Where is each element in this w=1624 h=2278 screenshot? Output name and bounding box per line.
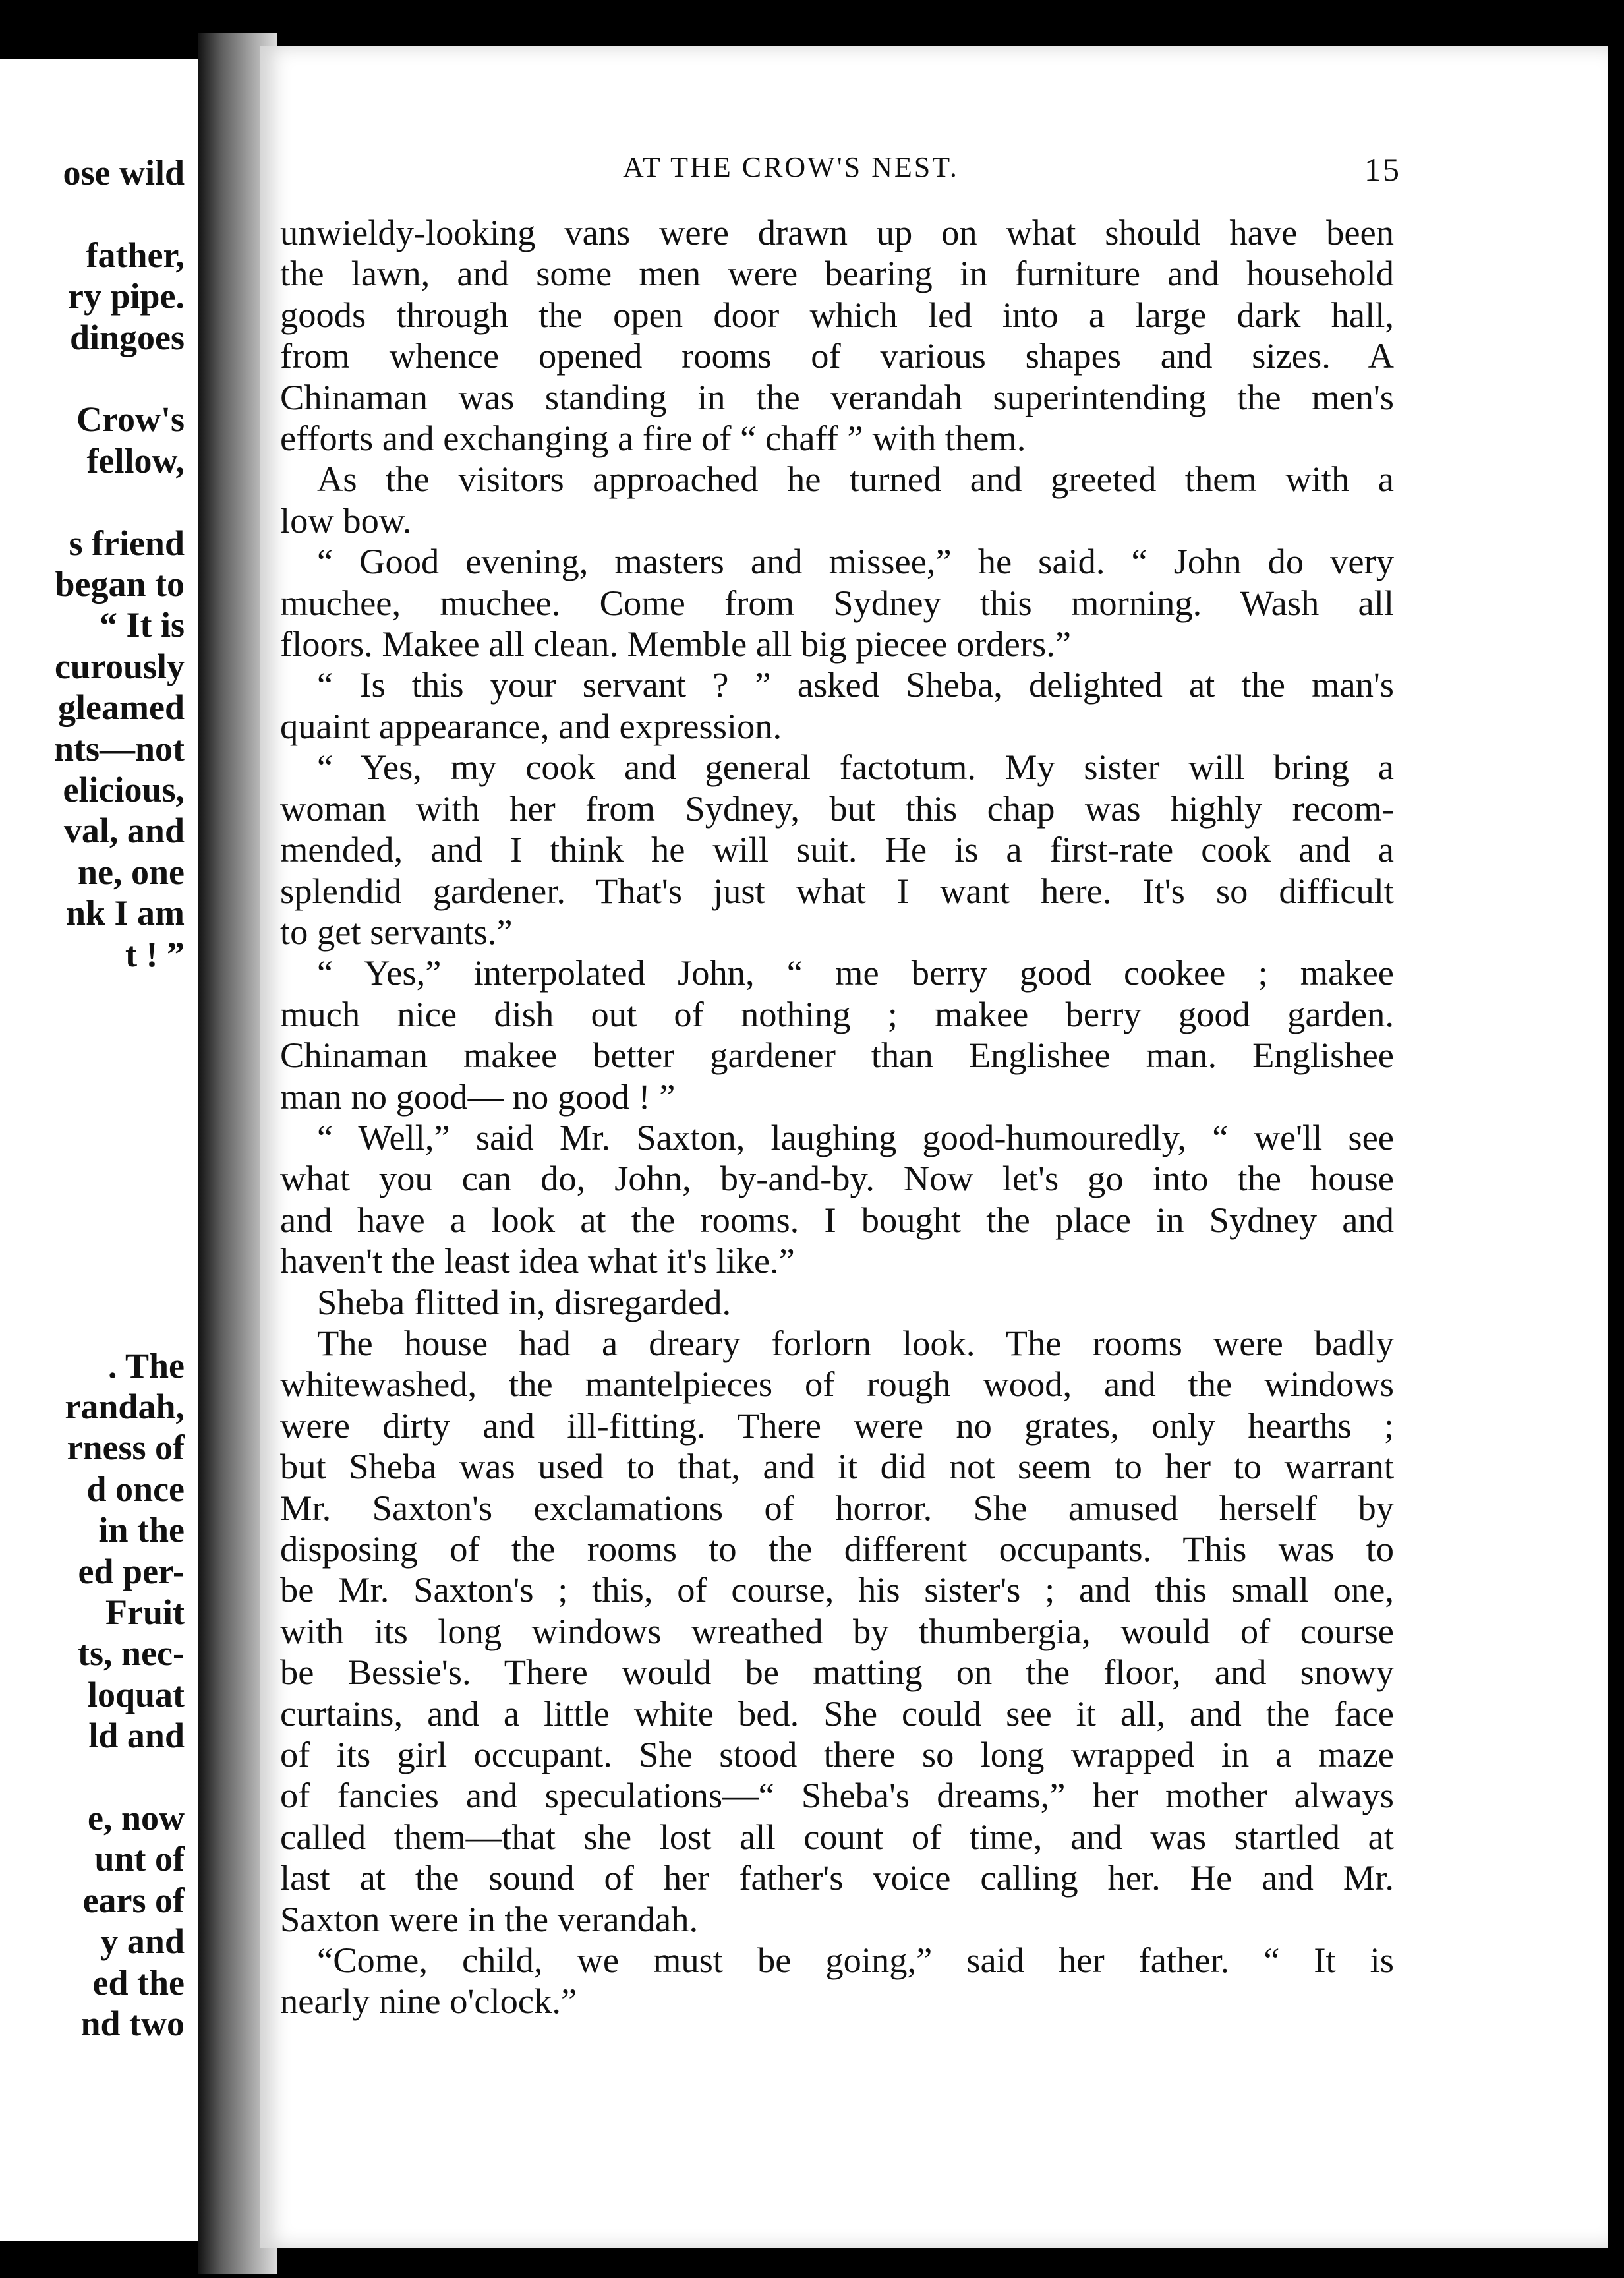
- facing-page-line: ne, one: [78, 852, 185, 892]
- text-line: Saxton were in the verandah.: [280, 1898, 699, 1939]
- text-line: efforts and exchanging a fire of “ chaff ” with them.: [280, 418, 1026, 459]
- facing-page-line: elicious,: [63, 770, 185, 809]
- text-line: called them—that she lost all count of time, and was startled at: [280, 1816, 1394, 1857]
- facing-page-line: ose wild: [63, 153, 185, 192]
- facing-page-line: nd two: [80, 2004, 185, 2043]
- facing-page-line: ld and: [88, 1716, 185, 1756]
- text-line: muchee, muchee. Come from Sydney this morning. Wash all: [280, 582, 1394, 623]
- facing-page-line: nts—not: [53, 728, 185, 769]
- text-line: be Mr. Saxton's ; this, of course, his sister's ; and this small one,: [280, 1569, 1394, 1610]
- facing-page-line: Fruit: [105, 1592, 185, 1632]
- text-line: curtains, and a little white bed. She could see it all, and the face: [280, 1693, 1394, 1734]
- text-line: “ Yes,” interpolated John, “ me berry good cookee ; makee: [317, 952, 1394, 993]
- facing-page-line: nk I am: [65, 893, 185, 933]
- facing-page-line: randah,: [65, 1387, 185, 1426]
- facing-page-line: began to: [55, 564, 185, 604]
- facing-page-line: in the: [98, 1510, 185, 1550]
- text-line: haven't the least idea what it's like.”: [280, 1241, 795, 1281]
- text-line: nearly nine o'clock.”: [280, 1981, 577, 2022]
- facing-page-line: ears of: [82, 1880, 185, 1920]
- text-line: from whence opened rooms of various shapes and sizes. A: [280, 336, 1394, 376]
- text-line: mended, and I think he will suit. He is a first-rate cook and a: [280, 829, 1394, 870]
- facing-page-line: father,: [86, 235, 185, 275]
- facing-page-line: ed per-: [78, 1551, 185, 1591]
- facing-page-line: ed the: [92, 1962, 185, 2002]
- text-line: the lawn, and some men were bearing in furniture and household: [280, 253, 1394, 294]
- facing-page-line: curously: [54, 646, 185, 686]
- text-line: goods through the open door which led into a large dark hall,: [280, 294, 1394, 335]
- text-line: but Sheba was used to that, and it did not seem to her to warrant: [280, 1446, 1394, 1487]
- text-line: of its girl occupant. She stood there so long wrapped in a maze: [280, 1734, 1394, 1775]
- text-line: “ Well,” said Mr. Saxton, laughing good-humouredly, “ we'll see: [317, 1117, 1394, 1157]
- facing-page-line: “ It is: [99, 605, 185, 645]
- text-line: whitewashed, the mantelpieces of rough wood, and the windows: [280, 1364, 1394, 1405]
- text-line: woman with her from Sydney, but this chap was highly recom-: [280, 788, 1394, 829]
- text-line: Sheba flitted in, disregarded.: [317, 1281, 732, 1322]
- text-line: The house had a dreary forlorn look. The rooms were badly: [317, 1322, 1394, 1363]
- text-line: “Come, child, we must be going,” said her father. “ It is: [317, 1940, 1394, 1981]
- text-line: “ Yes, my cook and general factotum. My sister will bring a: [317, 747, 1394, 788]
- text-line: As the visitors approached he turned and greeted them with a: [317, 459, 1394, 500]
- text-line: quaint appearance, and expression.: [280, 705, 782, 746]
- text-line: disposing of the rooms to the different occupants. This was to: [280, 1529, 1394, 1569]
- text-line: man no good— no good ! ”: [280, 1076, 676, 1117]
- text-line: were dirty and ill-fitting. There were no grates, only hearths ;: [280, 1405, 1394, 1446]
- text-line: “ Good evening, masters and missee,” he said. “ John do very: [317, 541, 1394, 582]
- text-line: and have a look at the rooms. I bought the place in Sydney and: [280, 1199, 1394, 1240]
- text-line: last at the sound of her father's voice calling her. He and Mr.: [280, 1857, 1394, 1898]
- text-line: “ Is this your servant ? ” asked Sheba, delighted at the man's: [317, 664, 1394, 705]
- facing-page-line: rness of: [67, 1428, 185, 1468]
- facing-page-line: loquat: [87, 1674, 185, 1714]
- page-body-text: [280, 212, 1394, 2022]
- text-line: low bow.: [280, 500, 412, 540]
- facing-page-line: gleamed: [58, 687, 185, 728]
- facing-page-line: y and: [100, 1921, 185, 1962]
- text-line: of fancies and speculations—“ Sheba's dreams,” her mother always: [280, 1775, 1394, 1816]
- text-line: floors. Makee all clean. Memble all big piecee orders.”: [280, 624, 1072, 664]
- running-title: AT THE CROW'S NEST.: [623, 151, 959, 183]
- facing-page-line: ts, nec-: [78, 1633, 185, 1674]
- facing-page-line: e, now: [88, 1798, 185, 1838]
- facing-page-line: fellow,: [86, 440, 185, 481]
- text-line: with its long windows wreathed by thumbergia, would of course: [280, 1610, 1394, 1651]
- text-line: much nice dish out of nothing ; makee berry good garden.: [280, 993, 1394, 1034]
- facing-page-line: ry pipe.: [67, 276, 185, 316]
- facing-page-line: s friend: [69, 523, 185, 563]
- text-line: what you can do, John, by-and-by. Now let's go into the house: [280, 1158, 1394, 1199]
- facing-page-fragment: [0, 59, 198, 2241]
- text-line: be Bessie's. There would be matting on the floor, and snowy: [280, 1652, 1394, 1693]
- facing-page-line: d once: [86, 1469, 185, 1509]
- facing-page-line: t ! ”: [125, 934, 185, 974]
- facing-page-line: val, and: [63, 811, 185, 851]
- facing-page-line: dingoes: [69, 317, 185, 357]
- text-line: Chinaman makee better gardener than Englishee man. Englishee: [280, 1035, 1394, 1076]
- text-line: Mr. Saxton's exclamations of horror. She amused herself by: [280, 1487, 1394, 1528]
- book-page: [260, 46, 1608, 2248]
- facing-page-line: Crow's: [76, 399, 185, 440]
- text-line: Chinaman was standing in the verandah superintending the men's: [280, 376, 1394, 417]
- text-line: unwieldy-looking vans were drawn up on what should have been: [280, 212, 1394, 252]
- facing-page-line: unt of: [94, 1839, 185, 1879]
- text-line: to get servants.”: [280, 911, 513, 952]
- page-number: 15: [1364, 151, 1401, 188]
- text-line: splendid gardener. That's just what I want here. It's so difficult: [280, 870, 1394, 911]
- facing-page-line: . The: [107, 1345, 185, 1386]
